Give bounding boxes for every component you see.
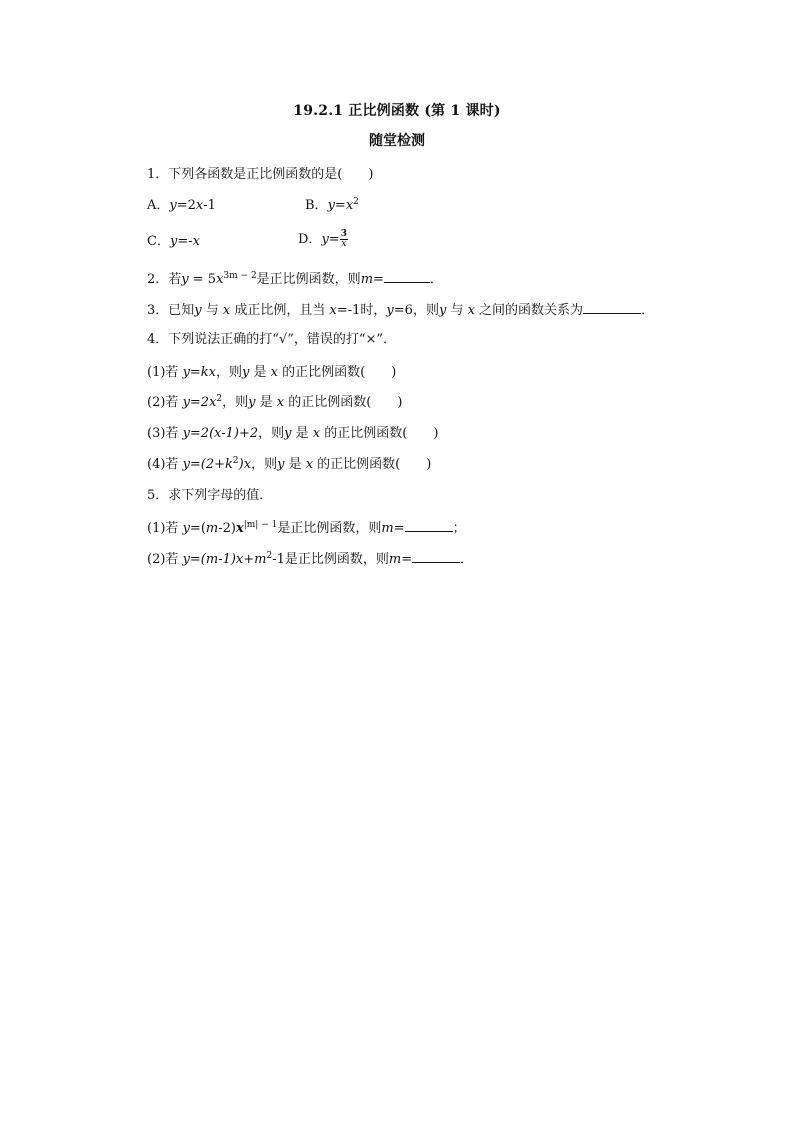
q5-2-end: ． <box>460 552 474 567</box>
q4-1-post: 的正比例函数( ) <box>278 365 397 380</box>
question-1-option-a <box>147 197 216 215</box>
q5-2-rest: -1 <box>272 552 285 567</box>
q5-2-expr: y=(m-1)x+m <box>182 552 267 567</box>
q4-4-mid: ，则 <box>251 457 278 472</box>
question-1-stem: 1．下列各函数是正比例函数的是( ) <box>147 167 374 182</box>
q3-x1: x <box>222 303 231 318</box>
option-c-x: x <box>192 234 200 249</box>
q4-1-mid: ，则 <box>216 365 243 380</box>
q3-answer-blank[interactable] <box>583 301 641 314</box>
question-4-item-2 <box>147 394 402 412</box>
question-2 <box>147 270 443 289</box>
q4-3-y: y <box>284 426 292 441</box>
q4-1-is: 是 <box>249 365 271 380</box>
q2-exponent: 3m − 2 <box>223 271 257 281</box>
q5-1-mid: 是正比例函数，则 <box>277 521 382 536</box>
q4-4-x: x <box>305 457 314 472</box>
question-5-part-2 <box>147 550 473 569</box>
option-c-eq: =- <box>177 234 193 249</box>
q4-4-y: y <box>277 457 285 472</box>
q4-3-mid: ，则 <box>258 426 285 441</box>
q5-2-m: m <box>388 552 402 567</box>
q2-eq-sign: = <box>373 272 384 287</box>
q3-text-2: 与 <box>201 303 223 318</box>
q5-2-eq-sign: = <box>401 552 413 567</box>
q5-2-answer-blank[interactable] <box>412 550 460 563</box>
q5-1-eq-sign: = <box>393 521 405 536</box>
q2-end: ． <box>429 272 443 287</box>
q4-4-expr2: )x <box>238 457 252 472</box>
q3-y2: y <box>386 303 394 318</box>
page-title: 19.2.1 正比例函数 (第 1 课时) <box>293 103 501 119</box>
question-3 <box>147 301 654 320</box>
q4-2-post: 的正比例函数( ) <box>284 395 403 410</box>
question-4-item-3 <box>147 425 438 443</box>
q3-text-5: =6，则 <box>393 303 439 318</box>
q3-end: ． <box>641 303 655 318</box>
q5-1-rest: -2) <box>218 521 236 536</box>
option-b-label: B． <box>305 198 328 213</box>
q4-2-expr: y=2x <box>182 395 217 410</box>
option-c-label: C． <box>147 234 170 249</box>
q5-1-x: x <box>235 521 244 536</box>
option-b-x: x <box>345 198 354 213</box>
q2-y: y <box>181 272 189 287</box>
q4-1-expr: y=kx <box>182 365 217 380</box>
q2-m: m <box>360 272 374 287</box>
option-d-eq: = <box>328 232 340 247</box>
q3-text-4: =-1时， <box>336 303 387 318</box>
fraction-numerator: 3 <box>340 229 347 239</box>
option-d-y: y <box>321 232 329 247</box>
option-d-label: D． <box>298 232 322 247</box>
q2-prefix: 2．若 <box>147 272 182 287</box>
option-a-y: y <box>169 198 177 213</box>
q5-1-end: ； <box>452 521 466 536</box>
q5-1-y: y <box>182 521 190 536</box>
q5-1-m2: m <box>381 521 394 536</box>
q4-4-exp: 2 <box>232 456 239 466</box>
q4-3-is: 是 <box>291 426 313 441</box>
q4-3-pre: (3)若 <box>147 426 183 441</box>
question-4-item-1 <box>147 364 396 382</box>
section-subtitle: 随堂检测 <box>369 133 425 149</box>
option-a-tail: -1 <box>203 198 216 213</box>
q4-1-y: y <box>242 365 250 380</box>
q4-3-expr: y=2(x-1)+2 <box>182 426 259 441</box>
q5-1-answer-blank[interactable] <box>405 519 453 532</box>
option-a-label: A． <box>147 198 170 213</box>
q3-text-1: 3．已知 <box>147 303 195 318</box>
q4-2-is: 是 <box>255 395 277 410</box>
fraction-denominator: x <box>341 239 347 249</box>
q5-2-pre: (2)若 <box>147 552 183 567</box>
q5-1-eq: =( <box>189 521 206 536</box>
q3-x3: x <box>467 303 475 318</box>
q2-eq: = 5 <box>188 272 217 287</box>
q4-2-mid: ，则 <box>222 395 249 410</box>
q3-text-3: 成正比例，且当 <box>230 303 330 318</box>
q4-4-expr: y=(2+k <box>182 457 233 472</box>
q5-1-m: m <box>205 521 219 536</box>
q3-text-6: 与 <box>446 303 468 318</box>
q3-x2: x <box>329 303 337 318</box>
q2-x: x <box>216 272 224 287</box>
q4-3-x: x <box>312 426 321 441</box>
question-4-item-4 <box>147 456 431 474</box>
question-5-stem: 5．求下列字母的值． <box>147 488 273 503</box>
q5-1-pre: (1)若 <box>147 521 183 536</box>
question-1-option-b <box>305 197 359 215</box>
q4-2-y: y <box>248 395 256 410</box>
q2-answer-blank[interactable] <box>384 270 430 283</box>
question-4-stem: 4．下列说法正确的打“√”，错误的打“×”． <box>147 332 397 347</box>
option-a-eq: =2 <box>176 198 196 213</box>
q3-y3: y <box>438 303 447 318</box>
option-b-eq: = <box>334 198 346 213</box>
option-b-exp: 2 <box>353 197 359 207</box>
q4-2-x: x <box>276 395 285 410</box>
q4-4-post: 的正比例函数( ) <box>313 457 432 472</box>
q4-1-pre: (1)若 <box>147 365 183 380</box>
question-5-part-1 <box>147 519 466 538</box>
q4-4-pre: (4)若 <box>147 457 183 472</box>
q5-2-mid: 是正比例函数，则 <box>284 552 389 567</box>
q4-2-exp: 2 <box>216 394 223 404</box>
q3-y1: y <box>194 303 202 318</box>
q5-2-exp: 2 <box>266 551 273 561</box>
option-a-x: x <box>195 198 204 213</box>
q3-text-7: 之间的函数关系为 <box>474 303 584 318</box>
q4-4-is: 是 <box>284 457 306 472</box>
question-1-option-d <box>298 230 348 249</box>
option-c-y: y <box>169 234 178 249</box>
q4-2-pre: (2)若 <box>147 395 183 410</box>
question-1-option-c <box>147 233 200 251</box>
q4-1-x: x <box>270 365 278 380</box>
option-d-fraction <box>340 230 348 249</box>
q5-1-exponent: |m| − 1 <box>243 520 278 530</box>
option-b-y: y <box>327 198 335 213</box>
q2-mid: 是正比例函数，则 <box>256 272 361 287</box>
q4-3-post: 的正比例函数( ) <box>320 426 439 441</box>
